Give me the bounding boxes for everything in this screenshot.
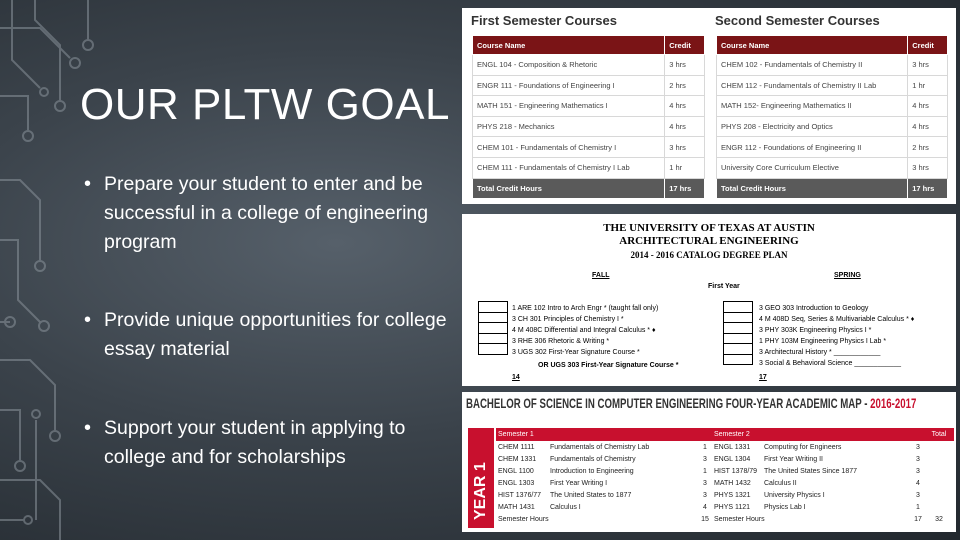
table-row (473, 96, 705, 117)
spring-course: 4 M 408D Seq, Series & Multivariable Calculus * ♦ (759, 316, 915, 323)
map-row (496, 441, 954, 453)
table-row (473, 157, 705, 178)
credit-hours: 3 (916, 455, 920, 463)
spring-checkbox-grid (723, 301, 753, 365)
academic-map-table (496, 428, 954, 525)
semester-hours-value: 17 (914, 515, 922, 523)
semester-hours-row (496, 513, 954, 525)
table-row (717, 75, 948, 96)
first-year-label: First Year (708, 283, 740, 290)
empty-cell (924, 453, 954, 465)
course-title: University Physics I (764, 491, 825, 499)
university-name: THE UNIVERSITY OF TEXAS AT AUSTIN (603, 222, 815, 234)
fall-course: 3 UGS 302 First-Year Signature Course * (512, 349, 640, 356)
semester-hours-label: Semester Hours (498, 515, 549, 523)
course-title: Fundamentals of Chemistry (550, 455, 636, 463)
year-band (468, 428, 494, 528)
credit-hours: 3 (916, 443, 920, 451)
course-name-cell: CHEM 101 - Fundamentals of Chemistry I (473, 137, 665, 158)
course-title: Physics Lab I (764, 503, 806, 511)
credit-cell: 1 hr (908, 75, 948, 96)
course-title: First Year Writing II (764, 455, 824, 463)
map-heading (466, 395, 916, 411)
table-row (473, 137, 705, 158)
course-name-cell: CHEM 111 - Fundamentals of Chemistry I Lab (473, 157, 665, 178)
table-row (717, 116, 948, 137)
map-heading-year: 2016-2017 (870, 395, 917, 411)
table-row (473, 55, 705, 76)
map-row (496, 501, 954, 513)
total-header: Total (924, 428, 954, 441)
course-code: CHEM 1331 (498, 455, 537, 463)
credit-hours: 1 (703, 443, 707, 451)
bullet-marker: • (84, 309, 92, 331)
credit-hours: 4 (703, 503, 707, 511)
table-header-row (473, 36, 705, 55)
credit-cell: 3 hrs (908, 55, 948, 76)
credit-hours: 4 (916, 479, 920, 487)
bullet-text: Support your student in applying to college and for scholarships (104, 417, 406, 468)
ut-austin-degree-plan-image (462, 214, 956, 386)
spring-total: 17 (759, 374, 767, 381)
program-name: ARCHITECTURAL ENGINEERING (619, 235, 799, 247)
map-row (496, 489, 954, 501)
course-title: Calculus I (550, 503, 581, 511)
course-title: The United States to 1877 (550, 491, 632, 499)
bullet-text: Prepare your student to enter and be successful in a college of engineering program (104, 173, 429, 253)
fall-checkbox-grid (478, 301, 508, 355)
course-name-cell: ENGL 104 - Composition & Rhetoric (473, 55, 665, 76)
bullet-marker: • (84, 417, 92, 439)
total-label: Total Credit Hours (717, 178, 908, 199)
spring-course: 3 GEO 303 Introduction to Geology (759, 305, 869, 312)
course-name-cell: MATH 152- Engineering Mathematics II (717, 96, 908, 117)
table-row (717, 55, 948, 76)
table-row (717, 157, 948, 178)
spring-course: 3 PHY 303K Engineering Physics I * (759, 327, 872, 334)
fall-course: 4 M 408C Differential and Integral Calculus * ♦ (512, 327, 656, 334)
map-header-row (496, 428, 954, 441)
map-row (496, 453, 954, 465)
second-semester-title: Second Semester Courses (715, 13, 880, 28)
credit-cell: 4 hrs (908, 116, 948, 137)
course-code: CHEM 1111 (498, 443, 535, 451)
map-heading-main: BACHELOR OF SCIENCE IN COMPUTER ENGINEERING FOUR-YEAR ACADEMIC MAP - (466, 395, 871, 411)
course-code: ENGL 1304 (714, 455, 751, 463)
credit-cell: 3 hrs (665, 137, 705, 158)
credit-hours: 3 (703, 491, 707, 499)
fall-course: 3 RHE 306 Rhetoric & Writing * (512, 338, 610, 345)
course-name-cell: PHYS 218 - Mechanics (473, 116, 665, 137)
bullet-item-2 (84, 306, 464, 364)
credit-cell: 3 hrs (908, 157, 948, 178)
catalog-name: 2014 - 2016 CATALOG DEGREE PLAN (630, 250, 788, 260)
empty-cell (924, 477, 954, 489)
bullet-text: Provide unique opportunities for college essay material (104, 309, 447, 360)
semester-courses-image (462, 8, 956, 204)
course-name-cell: ENGR 112 - Foundations of Engineering II (717, 137, 908, 158)
semester-hours-label: Semester Hours (714, 515, 765, 523)
credit-cell: 4 hrs (665, 96, 705, 117)
course-code: ENGL 1331 (714, 443, 751, 451)
total-value: 17 hrs (908, 178, 948, 199)
credit-cell: 2 hrs (665, 75, 705, 96)
header-credit: Credit (908, 36, 948, 55)
spring-course: 3 Architectural History * ____________ (759, 349, 881, 356)
empty-cell (924, 441, 954, 453)
header-credit: Credit (665, 36, 705, 55)
credit-hours: 3 (916, 491, 920, 499)
course-code: ENGL 1303 (498, 479, 535, 487)
course-name-cell: CHEM 102 - Fundamentals of Chemistry II (717, 55, 908, 76)
header-course-name: Course Name (717, 36, 908, 55)
spring-course: 3 Social & Behavioral Science ____________ (759, 360, 902, 367)
course-title: First Year Writing I (550, 479, 608, 487)
course-code: MATH 1432 (714, 479, 751, 487)
total-row (717, 178, 948, 199)
empty-cell (924, 501, 954, 513)
course-name-cell: MATH 151 - Engineering Mathematics I (473, 96, 665, 117)
credit-cell: 1 hr (665, 157, 705, 178)
second-semester-table (716, 35, 948, 199)
total-hours-value: 32 (935, 515, 943, 523)
course-code: HIST 1378/79 (714, 467, 758, 475)
course-name-cell: PHYS 208 - Electricity and Optics (717, 116, 908, 137)
empty-cell (924, 489, 954, 501)
credit-hours: 3 (703, 455, 707, 463)
slide-title: OUR PLTW GOAL (80, 80, 450, 129)
credit-hours: 1 (916, 503, 920, 511)
spring-course: 1 PHY 103M Engineering Physics I Lab * (759, 338, 887, 345)
course-name-cell: CHEM 112 - Fundamentals of Chemistry II Lab (717, 75, 908, 96)
semester-hours-value: 15 (701, 515, 709, 523)
bullet-marker: • (84, 173, 92, 195)
bullet-item-1 (84, 170, 464, 257)
computer-engineering-map-image (462, 392, 956, 532)
spring-label: SPRING (834, 272, 861, 279)
course-title: Fundamentals of Chemistry Lab (550, 443, 650, 451)
course-name-cell: ENGR 111 - Foundations of Engineering I (473, 75, 665, 96)
fall-total: 14 (512, 374, 520, 381)
table-header-row (717, 36, 948, 55)
course-code: HIST 1376/77 (498, 491, 542, 499)
course-code: PHYS 1321 (714, 491, 751, 499)
map-row (496, 465, 954, 477)
semester-2-header: Semester 2 (712, 428, 924, 441)
credit-cell: 4 hrs (665, 116, 705, 137)
course-title: Introduction to Engineering (550, 467, 634, 475)
course-name-cell: University Core Curriculum Elective (717, 157, 908, 178)
course-title: Calculus II (764, 479, 797, 487)
fall-course: 3 CH 301 Principles of Chemistry I * (512, 316, 624, 323)
header-course-name: Course Name (473, 36, 665, 55)
fall-course: 1 ARE 102 Intro to Arch Engr * (taught fall only) (512, 305, 659, 312)
course-title: The United States Since 1877 (764, 467, 858, 475)
course-code: ENGL 1100 (498, 467, 534, 475)
total-label: Total Credit Hours (473, 178, 665, 199)
credit-cell: 3 hrs (665, 55, 705, 76)
credit-hours: 3 (916, 467, 920, 475)
bullet-item-3 (84, 414, 464, 472)
first-semester-table (472, 35, 705, 199)
semester-1-header: Semester 1 (496, 428, 712, 441)
credit-hours: 3 (703, 479, 707, 487)
credit-hours: 1 (703, 467, 707, 475)
empty-cell (924, 465, 954, 477)
first-semester-title: First Semester Courses (471, 13, 617, 28)
year-label: YEAR 1 (472, 462, 489, 520)
credit-cell: 4 hrs (908, 96, 948, 117)
table-row (717, 96, 948, 117)
map-row (496, 477, 954, 489)
table-row (717, 137, 948, 158)
course-title: Computing for Engineers (764, 443, 842, 451)
total-value: 17 hrs (665, 178, 705, 199)
course-code: MATH 1431 (498, 503, 535, 511)
table-row (473, 116, 705, 137)
credit-cell: 2 hrs (908, 137, 948, 158)
fall-label: FALL (592, 272, 610, 279)
fall-or-course: OR UGS 303 First-Year Signature Course * (538, 362, 679, 369)
total-row (473, 178, 705, 199)
table-row (473, 75, 705, 96)
course-code: PHYS 1121 (714, 503, 751, 511)
